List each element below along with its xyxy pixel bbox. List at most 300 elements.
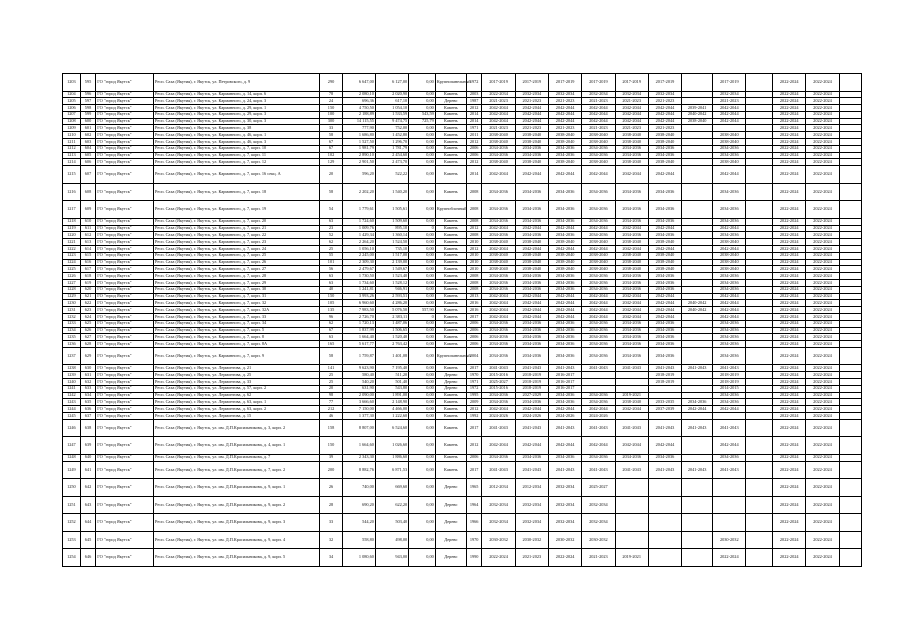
cell-repair-period-9 [746, 239, 773, 246]
cell-house-id: 618 [80, 273, 96, 280]
cell-build-year: 1965 [466, 479, 482, 497]
cell-address: Респ. Саха (Якутия), г. Якутск, ул. Карманного, д. 7, корп. 10 [153, 145, 319, 152]
cell-living-area: 7 195,40 [375, 365, 408, 372]
cell-repair-period-2: 2042-2044 [515, 293, 548, 300]
table-row [63, 225, 862, 232]
cell-repair-period-3: 2034-2036 [548, 334, 581, 341]
cell-row-number: 1219 [63, 225, 81, 232]
cell-repair-period-10: 2022-2024 [773, 239, 806, 246]
cell-address: Респ. Саха (Якутия), г. Якутск, ул. Карманного, д. 7, корп. 8 [153, 334, 319, 341]
cell-repair-period-3: 2034-2036 [548, 152, 581, 159]
cell-wall-material: Дерево [435, 98, 466, 105]
cell-row-number: 1253 [63, 531, 81, 549]
cell-total-area: 740,00 [342, 479, 375, 497]
cell-nonresidential-area: 0,00 [409, 266, 436, 273]
cell-nonresidential-area: 0,00 [409, 347, 436, 365]
cell-repair-period-2: 2034-2036 [515, 145, 548, 152]
cell-repair-period-10: 2022-2024 [773, 372, 806, 379]
cell-residents: 101 [320, 259, 342, 266]
cell-total-area: 1 664,40 [342, 334, 375, 341]
cell-house-id: 628 [80, 341, 96, 348]
cell-repair-period-7: 2039-2041 [682, 105, 713, 112]
cell-repair-period-1: 2022-2034 [482, 91, 515, 98]
cell-repair-period-3: 2017-2019 [548, 74, 581, 92]
cell-municipality: ГО "город Якутск" [96, 347, 154, 365]
cell-total-area: 544,20 [342, 514, 375, 532]
cell-repair-period-3: 2021-2023 [548, 125, 581, 132]
cell-repair-period-4: 2042-2044 [582, 166, 615, 184]
cell-repair-period-1: 2042-2044 [482, 293, 515, 300]
cell-living-area: 1 528,12 [375, 279, 408, 286]
cell-address: Респ. Саха (Якутия), г. Якутск, ул. Карманного, д. 7, корп. 12 [153, 159, 319, 166]
cell-repair-period-10: 2022-2024 [773, 437, 806, 455]
cell-repair-period-1: 2021-2023 [482, 125, 515, 132]
cell-living-area: 1 781,79 [375, 145, 408, 152]
cell-repair-period-1: 2042-2044 [482, 225, 515, 232]
cell-repair-period-8: 2018-2019 [713, 379, 746, 386]
cell-row-number: 1238 [63, 365, 81, 372]
cell-address: Респ. Саха (Якутия), г. Якутск, ул. Лермонтова, д. 63, корп. 1 [153, 399, 319, 406]
cell-repair-period-3: 2034-2036 [548, 183, 581, 201]
cell-repair-period-11: 2022-2024 [806, 419, 839, 437]
table-row [63, 273, 862, 280]
table-row [63, 406, 862, 413]
cell-note [839, 245, 861, 252]
cell-repair-period-4: 2034-2036 [582, 183, 615, 201]
cell-repair-period-10: 2022-2024 [773, 399, 806, 406]
cell-build-year: 1970 [466, 531, 482, 549]
cell-repair-period-10: 2022-2024 [773, 419, 806, 437]
cell-wall-material: Камень [435, 266, 466, 273]
cell-repair-period-4: 2034-2036 [582, 334, 615, 341]
cell-nonresidential-area: 0,00 [409, 320, 436, 327]
cell-nonresidential-area: 0,00 [409, 139, 436, 146]
cell-total-area: 1 241,81 [342, 286, 375, 293]
cell-nonresidential-area: 0,00 [409, 392, 436, 399]
cell-repair-period-2: 2034-2036 [515, 347, 548, 365]
cell-repair-period-3: 2034-2036 [548, 201, 581, 219]
cell-wall-material: Крупнопанельный [435, 74, 466, 92]
cell-repair-period-8: 2042-2044 [713, 437, 746, 455]
cell-nonresidential-area: 0,00 [409, 183, 436, 201]
cell-repair-period-2: 2034-2036 [515, 399, 548, 406]
cell-repair-period-4: 2042-2044 [582, 111, 615, 118]
cell-residents: 24 [320, 98, 342, 105]
cell-house-id: 604 [80, 145, 96, 152]
cell-residents: 129 [320, 159, 342, 166]
cell-municipality: ГО "город Якутск" [96, 132, 154, 139]
cell-repair-period-10: 2022-2024 [773, 327, 806, 334]
cell-repair-period-9 [746, 347, 773, 365]
cell-repair-period-2: 2034-2036 [515, 341, 548, 348]
cell-residents: 105 [320, 300, 342, 307]
cell-build-year: 2006 [466, 327, 482, 334]
cell-repair-period-7: 2038-2040 [682, 118, 713, 125]
cell-house-id: 636 [80, 406, 96, 413]
cell-municipality: ГО "город Якутск" [96, 419, 154, 437]
cell-repair-period-6: 2042-2044 [648, 166, 681, 184]
cell-repair-period-11: 2022-2024 [806, 531, 839, 549]
cell-house-id: 606 [80, 159, 96, 166]
cell-address: Респ. Саха (Якутия), г. Якутск, ул. Карманного, д. 7, корп. 33 [153, 313, 319, 320]
cell-repair-period-9 [746, 166, 773, 184]
cell-nonresidential-area: 0,00 [409, 74, 436, 92]
cell-repair-period-7 [682, 392, 713, 399]
cell-build-year: 2008 [466, 183, 482, 201]
cell-repair-period-8: 2034-2036 [713, 232, 746, 239]
cell-repair-period-3: 2038-2040 [548, 132, 581, 139]
cell-repair-period-7: 2040-2042 [682, 307, 713, 314]
cell-address: Респ. Саха (Якутия), г. Якутск, ул. Лермонтова, д. 21 [153, 365, 319, 372]
table-row [63, 111, 862, 118]
cell-build-year: 2006 [466, 152, 482, 159]
cell-total-area: 1 730,50 [342, 273, 375, 280]
cell-address: Респ. Саха (Якутия), г. Якутск, ул. Карманного, д. 7, корп. 5 [153, 327, 319, 334]
cell-living-area: 2 020,90 [375, 91, 408, 98]
cell-repair-period-6: 2034-2036 [648, 320, 681, 327]
cell-wall-material: Камень [435, 437, 466, 455]
cell-repair-period-11: 2022-2024 [806, 327, 839, 334]
table-row [63, 139, 862, 146]
cell-nonresidential-area: 0,00 [409, 132, 436, 139]
cell-repair-period-7 [682, 74, 713, 92]
cell-note [839, 392, 861, 399]
cell-repair-period-4: 2042-2044 [582, 307, 615, 314]
cell-build-year: 2010 [466, 266, 482, 273]
cell-repair-period-9 [746, 406, 773, 413]
cell-repair-period-9 [746, 273, 773, 280]
cell-repair-period-11: 2022-2024 [806, 145, 839, 152]
cell-residents: 150 [320, 105, 342, 112]
cell-repair-period-6: 2038-2040 [648, 252, 681, 259]
cell-total-area: 8 807,00 [342, 419, 375, 437]
cell-residents: 96 [320, 313, 342, 320]
cell-repair-period-6: 2042-2044 [648, 225, 681, 232]
cell-repair-period-6: 2042-2044 [648, 300, 681, 307]
cell-total-area: 3 993,26 [342, 293, 375, 300]
cell-address: Респ. Саха (Якутия), г. Якутск, ул. Карманного, д. 7, корп. 19 [153, 201, 319, 219]
cell-repair-period-4 [582, 379, 615, 386]
cell-repair-period-9 [746, 145, 773, 152]
cell-repair-period-11: 2022-2024 [806, 313, 839, 320]
cell-address: Респ. Саха (Якутия), г. Якутск, ул. Карманного, д. 7, корп. 26 [153, 259, 319, 266]
cell-living-area: 9 474,75 [375, 118, 408, 125]
cell-municipality: ГО "город Якутск" [96, 412, 154, 419]
cell-repair-period-8: 2042-2044 [713, 293, 746, 300]
cell-nonresidential-area: 0,00 [409, 406, 436, 413]
cell-repair-period-11: 2022-2024 [806, 454, 839, 461]
cell-living-area: 5 076,50 [375, 307, 408, 314]
cell-repair-period-3: 2034-2036 [548, 279, 581, 286]
cell-repair-period-1: 2034-2036 [482, 320, 515, 327]
cell-repair-period-5: 2041-2043 [615, 461, 648, 479]
cell-repair-period-2: 2017-2019 [515, 74, 548, 92]
table-row [63, 118, 862, 125]
cell-repair-period-7 [682, 313, 713, 320]
cell-repair-period-3: 2042-2044 [548, 406, 581, 413]
cell-repair-period-9 [746, 98, 773, 105]
cell-living-area: 2 383,11 [375, 313, 408, 320]
cell-repair-period-10: 2022-2024 [773, 105, 806, 112]
cell-repair-period-6 [648, 549, 681, 567]
cell-repair-period-3: 2034-2036 [548, 286, 581, 293]
cell-repair-period-1: 2041-2043 [482, 461, 515, 479]
cell-repair-period-8: 2041-2043 [713, 461, 746, 479]
cell-repair-period-1: 2038-2040 [482, 132, 515, 139]
cell-repair-period-2: 2034-2036 [515, 286, 548, 293]
cell-repair-period-11: 2022-2024 [806, 461, 839, 479]
cell-repair-period-1: 2034-2036 [482, 145, 515, 152]
cell-repair-period-1: 2034-2036 [482, 399, 515, 406]
cell-build-year: 1990 [466, 549, 482, 567]
cell-build-year: 2017 [466, 313, 482, 320]
cell-repair-period-9 [746, 461, 773, 479]
cell-total-area: 580,40 [342, 372, 375, 379]
cell-repair-period-4: 2034-2036 [582, 152, 615, 159]
cell-row-number: 1214 [63, 159, 81, 166]
cell-repair-period-7 [682, 320, 713, 327]
cell-house-id: 620 [80, 286, 96, 293]
cell-repair-period-5: 2042-2044 [615, 118, 648, 125]
table-row [63, 201, 862, 219]
cell-repair-period-2: 2034-2036 [515, 334, 548, 341]
cell-living-area: 2 454,60 [375, 152, 408, 159]
table-row [63, 531, 862, 549]
cell-living-area: 6 524,60 [375, 419, 408, 437]
cell-municipality: ГО "город Якутск" [96, 379, 154, 386]
table-row [63, 372, 862, 379]
cell-repair-period-7: 2041-2043 [682, 419, 713, 437]
cell-repair-period-9 [746, 118, 773, 125]
cell-repair-period-7 [682, 496, 713, 514]
table-row [63, 365, 862, 372]
cell-note [839, 412, 861, 419]
cell-repair-period-3: 2042-2044 [548, 313, 581, 320]
cell-residents: 98 [320, 392, 342, 399]
cell-wall-material: Дерево [435, 479, 466, 497]
cell-repair-period-6 [648, 392, 681, 399]
cell-repair-period-3: 2041-2043 [548, 461, 581, 479]
cell-total-area: 7 150,00 [342, 406, 375, 413]
cell-residents: 52 [320, 232, 342, 239]
cell-address: Респ. Саха (Якутия), г. Якутск, ул. Карманного, д. 7, корп. 16 секц. А [153, 166, 319, 184]
cell-repair-period-2: 2038-2040 [515, 132, 548, 139]
cell-note [839, 419, 861, 437]
cell-municipality: ГО "город Якутск" [96, 406, 154, 413]
cell-repair-period-3: 2030-2032 [548, 531, 581, 549]
cell-house-id: 615 [80, 252, 96, 259]
cell-repair-period-9 [746, 225, 773, 232]
cell-repair-period-10: 2022-2024 [773, 365, 806, 372]
table-row [63, 412, 862, 419]
cell-municipality: ГО "город Якутск" [96, 225, 154, 232]
cell-repair-period-1: 2034-2036 [482, 232, 515, 239]
cell-repair-period-1: 2034-2036 [482, 201, 515, 219]
cell-municipality: ГО "город Якутск" [96, 125, 154, 132]
cell-repair-period-9 [746, 320, 773, 327]
cell-address: Респ. Саха (Якутия), г. Якутск, ул. Карманного, д. 7, корп. 23 [153, 239, 319, 246]
cell-repair-period-4: 2042-2044 [582, 300, 615, 307]
cell-build-year: 2006 [466, 145, 482, 152]
cell-repair-period-5: 2038-2040 [615, 132, 648, 139]
cell-repair-period-4: 2034-2036 [582, 218, 615, 225]
cell-repair-period-2: 2038-2040 [515, 139, 548, 146]
table-row [63, 152, 862, 159]
cell-address: Респ. Саха (Якутия), г. Якутск, ул. им. Д.П.Красильникова, д. 9, корп. 2 [153, 496, 319, 514]
cell-total-area: 2 188,89 [342, 111, 375, 118]
cell-repair-period-4: 2034-2036 [582, 273, 615, 280]
cell-municipality: ГО "город Якутск" [96, 145, 154, 152]
table-row [63, 286, 862, 293]
cell-wall-material: Камень [435, 313, 466, 320]
cell-nonresidential-area: 0,00 [409, 496, 436, 514]
cell-repair-period-9 [746, 293, 773, 300]
cell-build-year: 2010 [466, 239, 482, 246]
cell-wall-material: Дерево [435, 514, 466, 532]
cell-house-id: 623 [80, 307, 96, 314]
cell-build-year: 2008 [466, 273, 482, 280]
cell-residents: 32 [320, 531, 342, 549]
cell-wall-material: Камень [435, 245, 466, 252]
cell-repair-period-11: 2022-2024 [806, 385, 839, 392]
cell-repair-period-8: 2038-2040 [713, 132, 746, 139]
cell-repair-period-10: 2022-2024 [773, 454, 806, 461]
cell-repair-period-11: 2022-2024 [806, 479, 839, 497]
cell-repair-period-11: 2022-2024 [806, 372, 839, 379]
cell-house-id: 635 [80, 399, 96, 406]
table-row [63, 437, 862, 455]
cell-repair-period-10: 2022-2024 [773, 145, 806, 152]
cell-repair-period-5: 2034-2036 [615, 327, 648, 334]
cell-wall-material: Дерево [435, 372, 466, 379]
cell-repair-period-4: 2025-2027 [582, 479, 615, 497]
cell-repair-period-5: 2042-2044 [615, 313, 648, 320]
cell-repair-period-6: 2037-2039 [648, 406, 681, 413]
cell-address: Респ. Саха (Якутия), г. Якутск, ул. Карманного, д. 38 [153, 125, 319, 132]
cell-house-id: 607 [80, 166, 96, 184]
cell-address: Респ. Саха (Якутия), г. Якутск, ул. Карманного, д. 29, корп. 3 [153, 111, 319, 118]
cell-repair-period-4: 2021-2023 [582, 549, 615, 567]
cell-repair-period-11: 2022-2024 [806, 166, 839, 184]
cell-wall-material: Камень [435, 159, 466, 166]
cell-repair-period-7 [682, 125, 713, 132]
cell-repair-period-7 [682, 286, 713, 293]
cell-row-number: 1216 [63, 183, 81, 201]
cell-build-year: 1971 [466, 125, 482, 132]
cell-address: Респ. Саха (Якутия), г. Якутск, ул. Лермонтова, д. 33 [153, 379, 319, 386]
cell-nonresidential-area: 0,00 [409, 239, 436, 246]
table-row [63, 105, 862, 112]
cell-repair-period-2: 2018-2019 [515, 379, 548, 386]
cell-note [839, 145, 861, 152]
cell-repair-period-3: 2034-2036 [548, 347, 581, 365]
cell-repair-period-2: 2032-2034 [515, 496, 548, 514]
cell-note [839, 139, 861, 146]
cell-total-area: 558,80 [342, 531, 375, 549]
cell-wall-material: Камень [435, 125, 466, 132]
table-row [63, 218, 862, 225]
cell-repair-period-4: 2017-2019 [582, 74, 615, 92]
cell-repair-period-11: 2022-2024 [806, 279, 839, 286]
cell-wall-material: Крупноблочный [435, 201, 466, 219]
cell-wall-material: Камень [435, 91, 466, 98]
table-row [63, 419, 862, 437]
cell-row-number: 1226 [63, 273, 81, 280]
table-row [63, 313, 862, 320]
cell-repair-period-8: 2041-2043 [713, 365, 746, 372]
cell-repair-period-4: 2034-2036 [582, 327, 615, 334]
cell-row-number: 1236 [63, 341, 81, 348]
cell-note [839, 327, 861, 334]
cell-municipality: ГО "город Якутск" [96, 259, 154, 266]
cell-repair-period-5 [615, 379, 648, 386]
cell-repair-period-6: 2034-2036 [648, 334, 681, 341]
cell-total-area: 3 666,60 [342, 399, 375, 406]
cell-nonresidential-area: 0,00 [409, 454, 436, 461]
cell-repair-period-3: 2034-2036 [548, 232, 581, 239]
cell-nonresidential-area: 0 [409, 313, 436, 320]
cell-repair-period-8: 2042-2044 [713, 307, 746, 314]
cell-note [839, 385, 861, 392]
cell-living-area: 2 148,90 [375, 399, 408, 406]
cell-wall-material: Камень [435, 341, 466, 348]
cell-repair-period-1: 2042-2044 [482, 300, 515, 307]
cell-build-year: 1995 [466, 392, 482, 399]
cell-repair-period-7 [682, 437, 713, 455]
cell-repair-period-2: 2034-2036 [515, 320, 548, 327]
cell-repair-period-9 [746, 201, 773, 219]
cell-address: Респ. Саха (Якутия), г. Якутск, ул. Карманного, д. 7, корп. 25 [153, 252, 319, 259]
cell-repair-period-4 [582, 372, 615, 379]
cell-wall-material: Камень [435, 183, 466, 201]
cell-repair-period-2: 2042-2044 [515, 118, 548, 125]
cell-note [839, 454, 861, 461]
cell-build-year: 2012 [466, 159, 482, 166]
cell-repair-period-8 [713, 496, 746, 514]
cell-repair-period-3: 2038-2040 [548, 159, 581, 166]
cell-row-number: 1229 [63, 293, 81, 300]
cell-municipality: ГО "город Якутск" [96, 392, 154, 399]
cell-repair-period-6: 2041-2043 [648, 461, 681, 479]
cell-repair-period-2: 2034-2036 [515, 454, 548, 461]
cell-repair-period-5 [615, 479, 648, 497]
cell-row-number: 1208 [63, 118, 81, 125]
cell-residents: 67 [320, 145, 342, 152]
cell-repair-period-10: 2022-2024 [773, 514, 806, 532]
cell-repair-period-9 [746, 399, 773, 406]
table-row [63, 461, 862, 479]
cell-repair-period-1: 2024-2026 [482, 412, 515, 419]
cell-repair-period-10: 2022-2024 [773, 218, 806, 225]
cell-residents: 165 [320, 341, 342, 348]
cell-municipality: ГО "город Якутск" [96, 365, 154, 372]
cell-living-area: 2 763,42 [375, 341, 408, 348]
cell-repair-period-1: 2034-2036 [482, 327, 515, 334]
table-row [63, 327, 862, 334]
cell-repair-period-7 [682, 273, 713, 280]
cell-repair-period-1: 2038-2040 [482, 252, 515, 259]
cell-note [839, 334, 861, 341]
table-row [63, 259, 862, 266]
cell-residents: 40 [320, 286, 342, 293]
cell-repair-period-6: 2021-2023 [648, 125, 681, 132]
cell-residents: 135 [320, 307, 342, 314]
cell-note [839, 225, 861, 232]
cell-repair-period-10: 2022-2024 [773, 496, 806, 514]
cell-living-area: 6 871,53 [375, 461, 408, 479]
cell-residents: 62 [320, 320, 342, 327]
cell-repair-period-1: 2038-2040 [482, 139, 515, 146]
